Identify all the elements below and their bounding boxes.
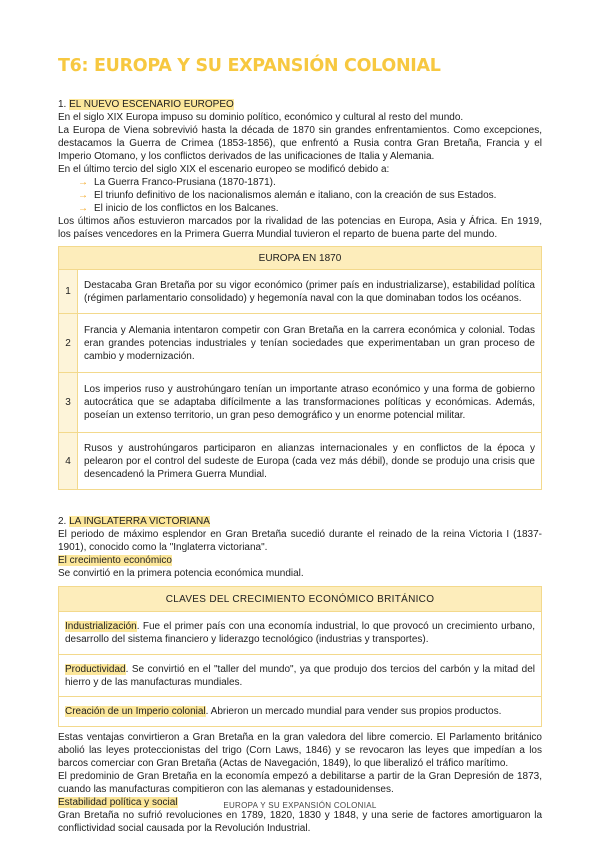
paragraph: Gran Bretaña no sufrió revoluciones en 1789, 1820, 1830 y 1848, y una serie de factores amortiguaron la conflictividad social causada por la Revolución Industrial. [58,810,542,834]
paragraph: Estas ventajas convirtieron a Gran Bretaña en la gran valedora del libre comercio. El Parlamento británico abolió las leyes proteccionistas del trigo (Corn Laws, 1846) y se revocaron las leyes que impedían a los barcos comerciar con Gran Bretaña (Actas de Navegación, 1849), lo que liberalizó el tráfico marítimo. [58,732,542,769]
row-number: 3 [59,373,78,433]
list-item: → El triunfo definitivo de los nacionalismos alemán e italiano, con la creación de sus Estados. [78,190,497,201]
list-item: → La Guerra Franco-Prusiana (1870-1871). [78,177,276,188]
key-term: Industrialización [65,621,137,632]
row-number: 2 [59,314,78,373]
section-title: LA INGLATERRA VICTORIANA [69,516,210,527]
table-row [59,697,542,727]
table-row [59,373,542,433]
paragraph: Los últimos años estuvieron marcados por la rivalidad de las potencias en Europa, Asia y África. En 1919, los países vencedores en la Primera Guerra Mundial tuvieron el reparto de buena parte del mundo. [58,216,542,240]
paragraph: Se convirtió en la primera potencia económica mundial. [58,568,304,579]
paragraph: El periodo de máximo esplendor en Gran Bretaña sucedió durante el reinado de la reina Victoria I (1837-1901), conocido como la "Inglaterra victoriana". [58,529,542,553]
table-header: CLAVES DEL CRECIMIENTO ECONÓMICO BRITÁNICO [59,587,542,612]
key-term: Creación de un Imperio colonial [65,706,206,717]
europe-1870-table [58,246,542,490]
page-footer: EUROPA Y SU EXPANSIÓN COLONIAL [223,801,377,810]
row-text: Destacaba Gran Bretaña por su vigor económico (primer país en industrializarse), estabilidad política (régimen parlamentario consolidado) y hegemonía naval con la que dominaban todos los océanos. [78,270,542,314]
row-text: Los imperios ruso y austrohúngaro tenían un importante atraso económico y una forma de gobierno autocrática que se adaptaba difícilmente a las transformaciones políticas y económicas. Además, poseían un extenso territorio, un gran peso demográfico y un enorme potencial militar. [78,373,542,433]
table-row [59,612,542,655]
section-number: 2. [58,516,67,527]
section-title: EL NUEVO ESCENARIO EUROPEO [69,99,234,110]
document-title: T6: EUROPA Y SU EXPANSIÓN COLONIAL [58,56,441,76]
section-2-heading [58,515,542,528]
arrow-icon: → [78,190,88,201]
arrow-icon: → [78,203,88,214]
bullet-list [58,176,542,215]
document-page [58,54,542,835]
row-number: 1 [59,270,78,314]
paragraph: En el siglo XIX Europa impuso su dominio político, económico y cultural al resto del mundo. [58,112,464,123]
row-text: Francia y Alemania intentaron competir con Gran Bretaña en la carrera económica y colonial. Todas eran grandes potencias industriales y tenían sociedades que experimentaban un gran proceso de cambio y modernización. [78,314,542,373]
section-number: 1. [58,99,67,110]
arrow-icon: → [78,177,88,188]
subheading: Estabilidad política y social [58,797,178,808]
table-header: EUROPA EN 1870 [59,247,542,270]
section-1-heading [58,98,542,111]
table-row [59,655,542,697]
paragraph: El predominio de Gran Bretaña en la economía empezó a debilitarse a partir de la Gran Depresión de 1873, cuando las manufacturas compitieron con las alemanas y estadounidenses. [58,771,542,795]
row-text: Rusos y austrohúngaros participaron en alianzas internacionales y en conflictos de la época y pelearon por el control del sudeste de Europa (cada vez más débil), donde se produjo una crisis que desencadenó la Primera Guerra Mundial. [78,433,542,490]
table-row [59,433,542,490]
row-number: 4 [59,433,78,490]
key-text: . Se convirtió en el "taller del mundo", ya que produjo dos tercios del carbón y la mitad del hierro y de las manufacturas mundiales. [65,663,535,688]
table-row [59,314,542,373]
key-text: . Abrieron un mercado mundial para vender sus propios productos. [205,706,502,717]
list-item: → El inicio de los conflictos en los Balcanes. [78,203,279,214]
paragraph: La Europa de Viena sobrevivió hasta la década de 1870 sin grandes enfrentamientos. Como excepciones, destacamos la Guerra de Crimea (1853-1856), que enfrentó a Rusia contra Gran Bretaña, Francia y el Imperio Otomano, y los conflictos derivados de las unificaciones de Italia y Alemania. [58,125,542,162]
paragraph: En el último tercio del siglo XIX el escenario europeo se modificó debido a: [58,164,390,175]
growth-keys-table [58,586,542,727]
key-text: . Fue el primer país con una economía industrial, lo que provocó un crecimiento urbano, desarrollo del sistema financiero y liderazgo tecnológico (industrias y transportes). [65,621,535,645]
key-term: Productividad [65,663,126,675]
subheading: El crecimiento económico [58,555,172,566]
table-row [59,270,542,314]
